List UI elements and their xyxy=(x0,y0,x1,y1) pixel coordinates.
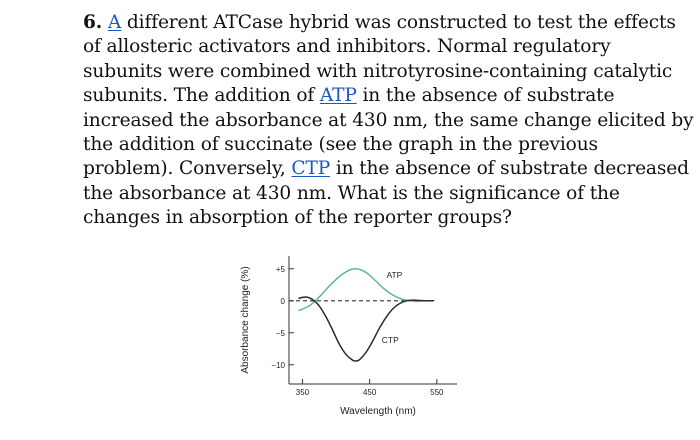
question-text xyxy=(83,11,694,231)
series-line-ctp xyxy=(299,297,433,361)
term-link-ctp[interactable]: CTP xyxy=(291,158,331,180)
question-text-segment: problem). Conversely, xyxy=(83,158,292,180)
question-number: 6. xyxy=(83,12,103,33)
question-line xyxy=(83,60,683,84)
chart-svg xyxy=(232,250,472,432)
term-link-a[interactable]: A xyxy=(107,12,122,33)
question-text-segment: the addition of succinate (see the graph in the previous xyxy=(83,134,598,156)
question-text-segment: of allosteric activators and inhibitors. Normal regulatory xyxy=(83,36,611,58)
question-text-segment: the absorbance at 430 nm. What is the significance of the xyxy=(83,182,620,204)
series-label-ctp: CTP xyxy=(381,335,399,346)
absorbance-chart xyxy=(232,250,472,432)
y-axis-title: Absorbance change (%) xyxy=(240,266,251,374)
term-link-atp[interactable]: ATP xyxy=(319,85,357,107)
question-text-segment: subunits were combined with nitrotyrosine-containing catalytic xyxy=(83,60,673,82)
series-label-atp: ATP xyxy=(386,269,403,280)
question-text-segment: increased the absorbance at 430 nm, the same change elicited by xyxy=(83,109,694,131)
question-line xyxy=(83,35,683,59)
y-tick-label: 0 xyxy=(280,296,285,306)
question-line xyxy=(83,133,683,157)
question-line xyxy=(83,84,683,108)
question-text-segment: in the absence of substrate xyxy=(356,85,615,107)
series-line-atp xyxy=(299,269,433,311)
question-line xyxy=(83,206,683,230)
x-tick-label: 350 xyxy=(295,388,310,397)
question-line xyxy=(83,182,683,206)
question-text-segment: different ATCase hybrid was constructed to test the effects xyxy=(121,12,676,33)
question-text-segment: changes in absorption of the reporter groups? xyxy=(83,207,512,229)
question-text-segment: subunits. The addition of xyxy=(83,85,320,107)
x-axis-title: Wavelength (nm) xyxy=(340,406,416,417)
x-tick-label: 550 xyxy=(430,388,444,397)
y-tick-label: −10 xyxy=(271,360,285,370)
x-tick-label: 450 xyxy=(362,388,377,397)
question-line xyxy=(83,11,683,35)
y-tick-label: +5 xyxy=(275,264,285,274)
question-line xyxy=(83,157,689,181)
y-tick-label: −5 xyxy=(275,328,285,338)
question-line xyxy=(83,109,694,133)
question-text-segment: in the absence of substrate decreased xyxy=(330,158,689,180)
